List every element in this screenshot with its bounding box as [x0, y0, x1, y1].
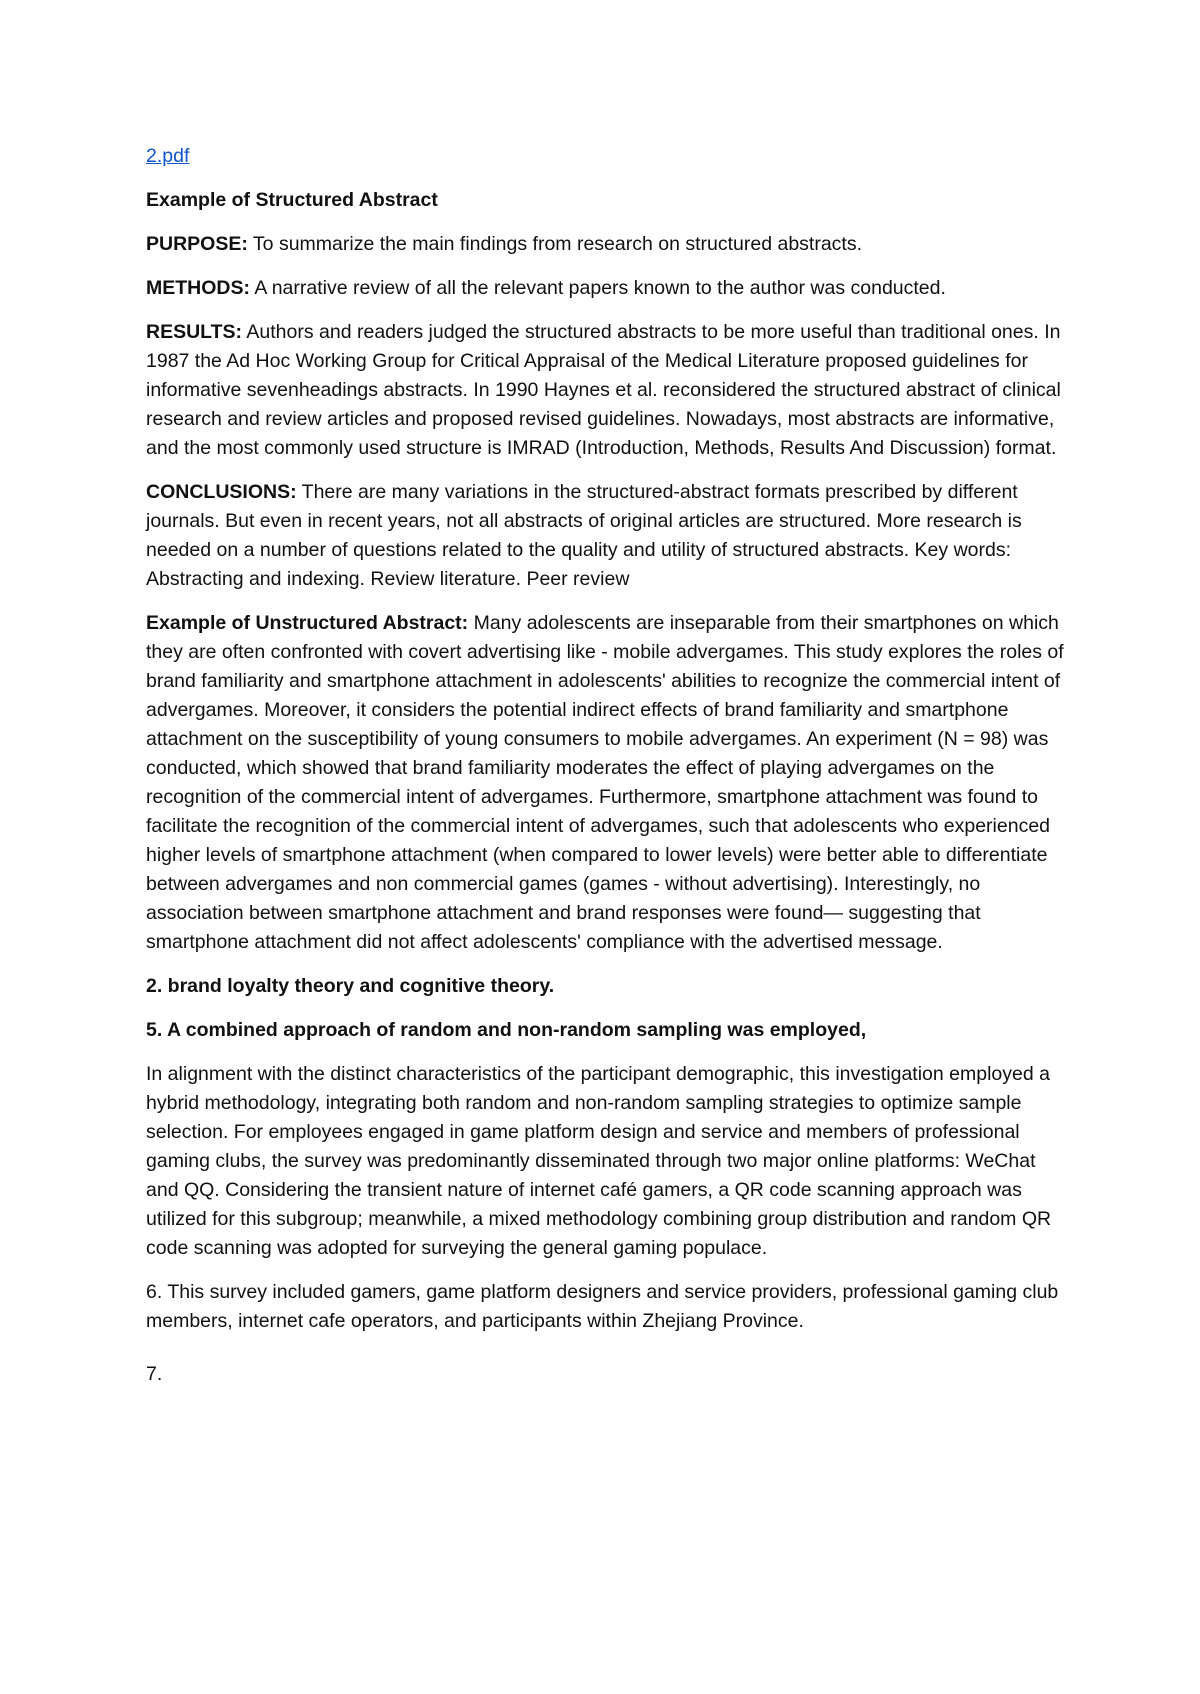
conclusions-text: There are many variations in the structured-abstract formats prescribed by different journals. But even in recent years, not all abstracts of original articles are structured. More research is needed on a number of questions related to the quality and utility of structured abstracts. Key words: Abstracting and indexing. Review literature. Peer review: [146, 481, 1022, 590]
unstructured-abstract-label: Example of Unstructured Abstract:: [146, 612, 469, 634]
conclusions-label: CONCLUSIONS:: [146, 481, 297, 503]
methods-paragraph: [146, 274, 1066, 303]
purpose-text: To summarize the main findings from research on structured abstracts.: [247, 233, 863, 255]
methods-text: A narrative review of all the relevant papers known to the author was conducted.: [250, 277, 946, 299]
item-5-heading: 5. A combined approach of random and non-random sampling was employed,: [146, 1019, 867, 1041]
pdf-link[interactable]: 2.pdf: [146, 145, 190, 167]
structured-abstract-title: Example of Structured Abstract: [146, 189, 438, 211]
unstructured-abstract-paragraph: [146, 609, 1066, 957]
methods-label: METHODS:: [146, 277, 250, 299]
conclusions-paragraph: [146, 478, 1066, 594]
results-label: RESULTS:: [146, 321, 243, 343]
item-7-paragraph: 7.: [146, 1363, 163, 1385]
item-2-heading: 2. brand loyalty theory and cognitive theory.: [146, 975, 555, 997]
item-6-paragraph: 6. This survey included gamers, game platform designers and service providers, professional gaming club members, internet cafe operators, and participants within Zhejiang Province.: [146, 1281, 1059, 1332]
document-body: [146, 142, 1066, 1404]
purpose-label: PURPOSE:: [146, 233, 248, 255]
item-5-body: In alignment with the distinct characteristics of the participant demographic, this investigation employed a hybrid methodology, integrating both random and non-random sampling strategies to optimize sample selection. For employees engaged in game platform design and service and members of professional gaming clubs, the survey was predominantly disseminated through two major online platforms: WeChat and QQ. Considering the transient nature of internet café gamers, a QR code scanning approach was utilized for this subgroup; meanwhile, a mixed methodology combining group distribution and random QR code scanning was adopted for surveying the general gaming populace.: [146, 1063, 1052, 1259]
unstructured-abstract-text: Many adolescents are inseparable from their smartphones on which they are often confronted with covert advertising like - mobile advergames. This study explores the roles of brand familiarity and smartphone attachment in adolescents' abilities to recognize the commercial intent of advergames. Moreover, it considers the potential indirect effects of brand familiarity and smartphone attachment on the susceptibility of young consumers to mobile advergames. An experiment (N = 98) was conducted, which showed that brand familiarity moderates the effect of playing advergames on the recognition of the commercial intent of advergames. Furthermore, smartphone attachment was found to facilitate the recognition of the commercial intent of advergames, such that adolescents who experienced higher levels of smartphone attachment (when compared to lower levels) were better able to differentiate between advergames and non commercial games (games - without advertising). Interestingly, no association between smartphone attachment and brand responses were found— suggesting that smartphone attachment did not affect adolescents' compliance with the advertised message.: [146, 612, 1064, 953]
results-text: Authors and readers judged the structured abstracts to be more useful than traditional ones. In 1987 the Ad Hoc Working Group for Critical Appraisal of the Medical Literature proposed guidelines for informative sevenheadings abstracts. In 1990 Haynes et al. reconsidered the structured abstract of clinical research and review articles and proposed revised guidelines. Nowadays, most abstracts are informative, and the most commonly used structure is IMRAD (Introduction, Methods, Results And Discussion) format.: [146, 321, 1061, 459]
results-paragraph: [146, 318, 1066, 463]
purpose-paragraph: [146, 230, 1066, 259]
